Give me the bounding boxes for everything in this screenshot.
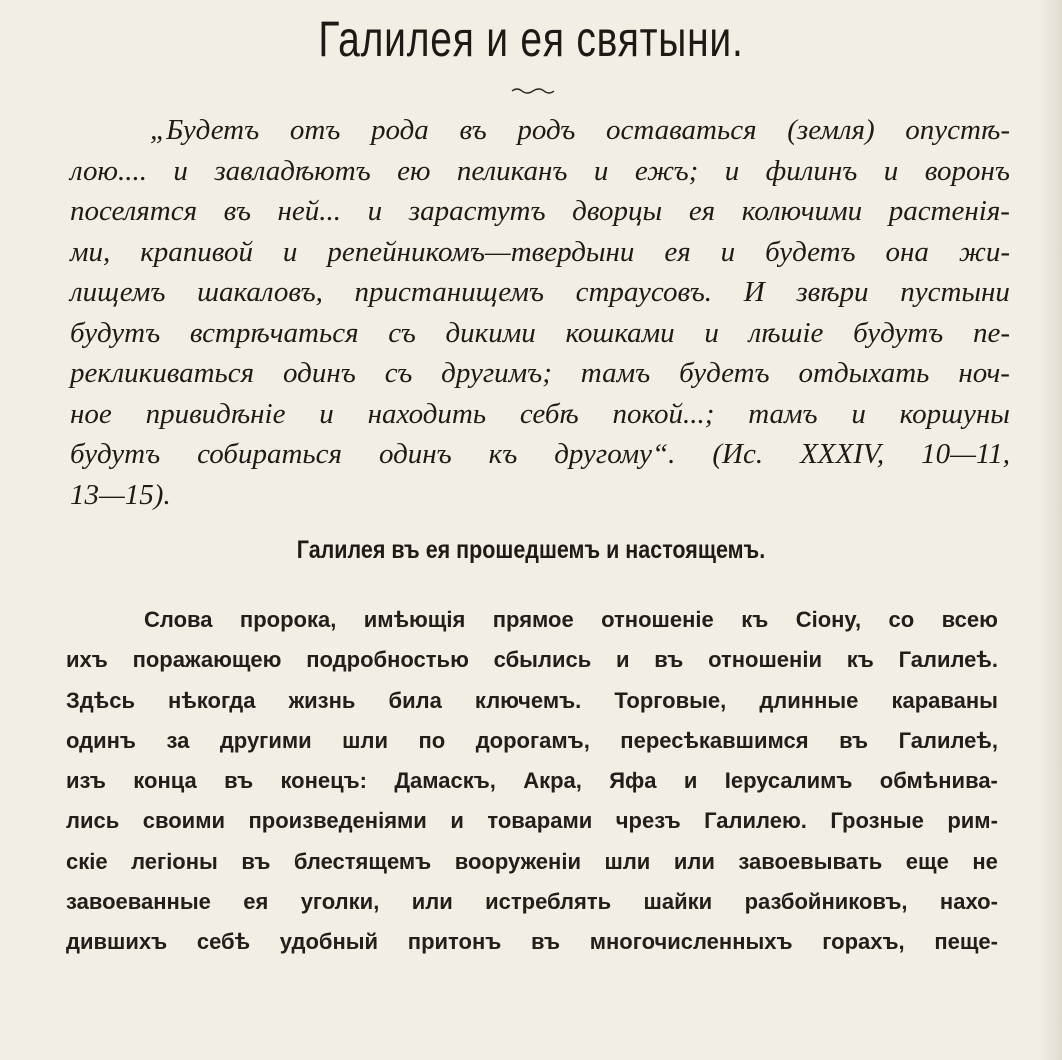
body-text [66,600,998,963]
body-line: завоеванные ея уголки, или истреблять шайки разбойниковъ, нахо- [66,889,998,915]
epigraph-line: лищемъ шакаловъ, пристанищемъ страусовъ. И звѣри пустыни [70,276,1010,308]
body-line: одинъ за другими шли по дорогамъ, пересѣкавшимся въ Галилеѣ, [66,727,998,753]
epigraph-line: поселятся въ ней... и зарастутъ дворцы ея колючими растенія- [70,195,1010,227]
body-line: лись своими произведеніями и товарами чрезъ Галилею. Грозные рим- [66,808,998,834]
body-line: Здѣсь нѣкогда жизнь била ключемъ. Торговые, длинные караваны [66,687,998,713]
epigraph-line: будутъ собираться одинъ къ другому“. (Ис. XXXIV, 10—11, [70,438,1010,470]
epigraph-line: будутъ встрѣчаться съ дикими кошками и лѣшіе будутъ пе- [70,316,1010,349]
page-title: Галилея и ея святыни. [318,11,744,67]
body-line: скіе легіоны въ блестящемъ вооруженіи шли или завоевывать еще не [66,848,998,874]
body-line: Слова пророка, имѣющія прямое отношеніе къ Сіону, со всею [144,607,998,632]
epigraph-line: рекликиваться одинъ съ другимъ; тамъ будетъ отдыхать ноч- [70,357,1010,389]
section-heading: Галилея въ ея прошедшемъ и настоящемъ. [296,536,766,564]
epigraph-line: „Будетъ отъ рода въ родъ оставаться (земля) опустѣ- [150,114,1010,146]
epigraph-line: ное привидѣніе и находить себѣ покой...; тамъ и коршуны [70,397,1010,430]
epigraph-line: ми, крапивой и репейникомъ—твердыни ея и будетъ она жи- [70,235,1010,268]
page-edge [1040,0,1062,1060]
body-line: изъ конца въ конецъ: Дамаскъ, Акра, Яфа и Іерусалимъ обмѣнива- [66,768,998,794]
body-line: ихъ поражающею подробностью сбылись и въ отношеніи къ Галилеѣ. [66,647,998,673]
epigraph [70,110,1010,515]
epigraph-line: лою.... и завладѣютъ ею пеликанъ и ежъ; и филинъ и воронъ [70,154,1010,187]
tilde-ornament [511,86,555,96]
body-line: дившихъ себѣ удобный притонъ въ многочисленныхъ горахъ, пеще- [66,929,998,955]
epigraph-line: 13—15). [70,478,171,511]
